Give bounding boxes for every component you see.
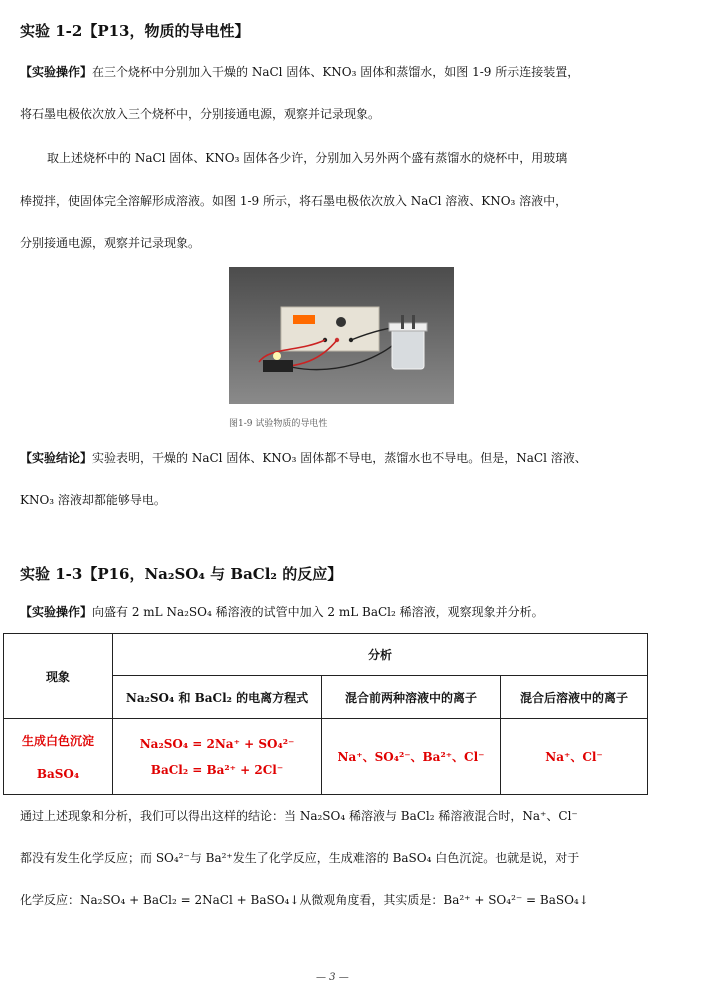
exp12-op-line1: 在三个烧杯中分别加入干燥的 NaCl 固体、KNO₃ 固体和蒸馏水，如图 1-9 所示连接装置， bbox=[92, 65, 580, 79]
analysis-table bbox=[3, 633, 648, 795]
header-ionization-equation: Na₂SO₄ 和 BaCl₂ 的电离方程式 bbox=[113, 676, 322, 719]
cell-ions-after: Na⁺、Cl⁻ bbox=[501, 719, 648, 795]
apparatus-illustration bbox=[229, 267, 454, 404]
exp12-concl-label: 【实验结论】 bbox=[20, 451, 93, 465]
header-analysis: 分析 bbox=[113, 634, 648, 676]
header-ions-after: 混合后溶液中的离子 bbox=[501, 676, 648, 719]
phenomenon-line1: 生成白色沉淀 bbox=[21, 734, 94, 748]
exp12-op-line4: 棒搅拌，使固体完全溶解形成溶液。如图 1-9 所示，将石墨电极依次放入 NaCl 溶液、KNO₃ 溶液中， bbox=[20, 194, 568, 208]
exp12-op-label: 【实验操作】 bbox=[20, 65, 93, 79]
exp12-concl-line2: KNO₃ 溶液却都能够导电。 bbox=[20, 493, 166, 507]
equation-bacl2: BaCl₂ = Ba²⁺ + 2Cl⁻ bbox=[150, 762, 284, 777]
exp12-op-line2: 将石墨电极依次放入三个烧杯中，分别接通电源，观察并记录现象。 bbox=[20, 107, 381, 121]
exp13-op-line1: 向盛有 2 mL Na₂SO₄ 稀溶液的试管中加入 2 mL BaCl₂ 稀溶液，观察现象并分析。 bbox=[92, 605, 544, 619]
exp13-concl-line2: 都没有发生化学反应；而 SO₄²⁻与 Ba²⁺发生了化学反应，生成难溶的 BaSO₄ 白色沉淀。也就是说，对于 bbox=[20, 851, 580, 865]
exp12-concl-paragraph bbox=[20, 452, 587, 464]
exp13-op-paragraph bbox=[20, 606, 544, 618]
cell-phenomenon bbox=[4, 719, 113, 795]
header-phenomenon: 现象 bbox=[4, 634, 113, 719]
header-ions-before: 混合前两种溶液中的离子 bbox=[322, 676, 501, 719]
figure-caption: 图1-9 试验物质的导电性 bbox=[229, 419, 328, 429]
exp12-op-paragraph bbox=[20, 66, 579, 78]
cell-ions-before: Na⁺、SO₄²⁻、Ba²⁺、Cl⁻ bbox=[322, 719, 501, 795]
table-data-row bbox=[4, 719, 648, 795]
page-number: — 3 — bbox=[316, 972, 349, 983]
table-header-row bbox=[4, 634, 648, 676]
cell-equations bbox=[113, 719, 322, 795]
exp12-op-line5: 分别接通电源，观察并记录现象。 bbox=[20, 236, 201, 250]
exp13-concl-line3: 化学反应：Na₂SO₄ + BaCl₂ = 2NaCl + BaSO₄↓从微观角度看，其实质是：Ba²⁺ + SO₄²⁻ = BaSO₄↓ bbox=[20, 893, 589, 907]
exp12-concl-line1: 实验表明，干燥的 NaCl 固体、KNO₃ 固体都不导电，蒸馏水也不导电。但是，NaCl 溶液、 bbox=[92, 451, 587, 465]
exp12-op-line3: 取上述烧杯中的 NaCl 固体、KNO₃ 固体各少许，分别加入另外两个盛有蒸馏水的烧杯中，用玻璃 bbox=[47, 151, 568, 165]
exp13-title: 实验 1-3【P16，Na₂SO₄ 与 BaCl₂ 的反应】 bbox=[20, 565, 343, 583]
exp12-title: 实验 1-2【P13，物质的导电性】 bbox=[20, 22, 250, 40]
exp13-concl-line1: 通过上述现象和分析，我们可以得出这样的结论：当 Na₂SO₄ 稀溶液与 BaCl₂ 稀溶液混合时，Na⁺、Cl⁻ bbox=[20, 809, 578, 823]
phenomenon-line2: BaSO₄ bbox=[36, 767, 80, 781]
equation-na2so4: Na₂SO₄ = 2Na⁺ + SO₄²⁻ bbox=[139, 736, 295, 751]
apparatus-photo bbox=[229, 267, 454, 404]
exp13-op-label: 【实验操作】 bbox=[20, 605, 93, 619]
